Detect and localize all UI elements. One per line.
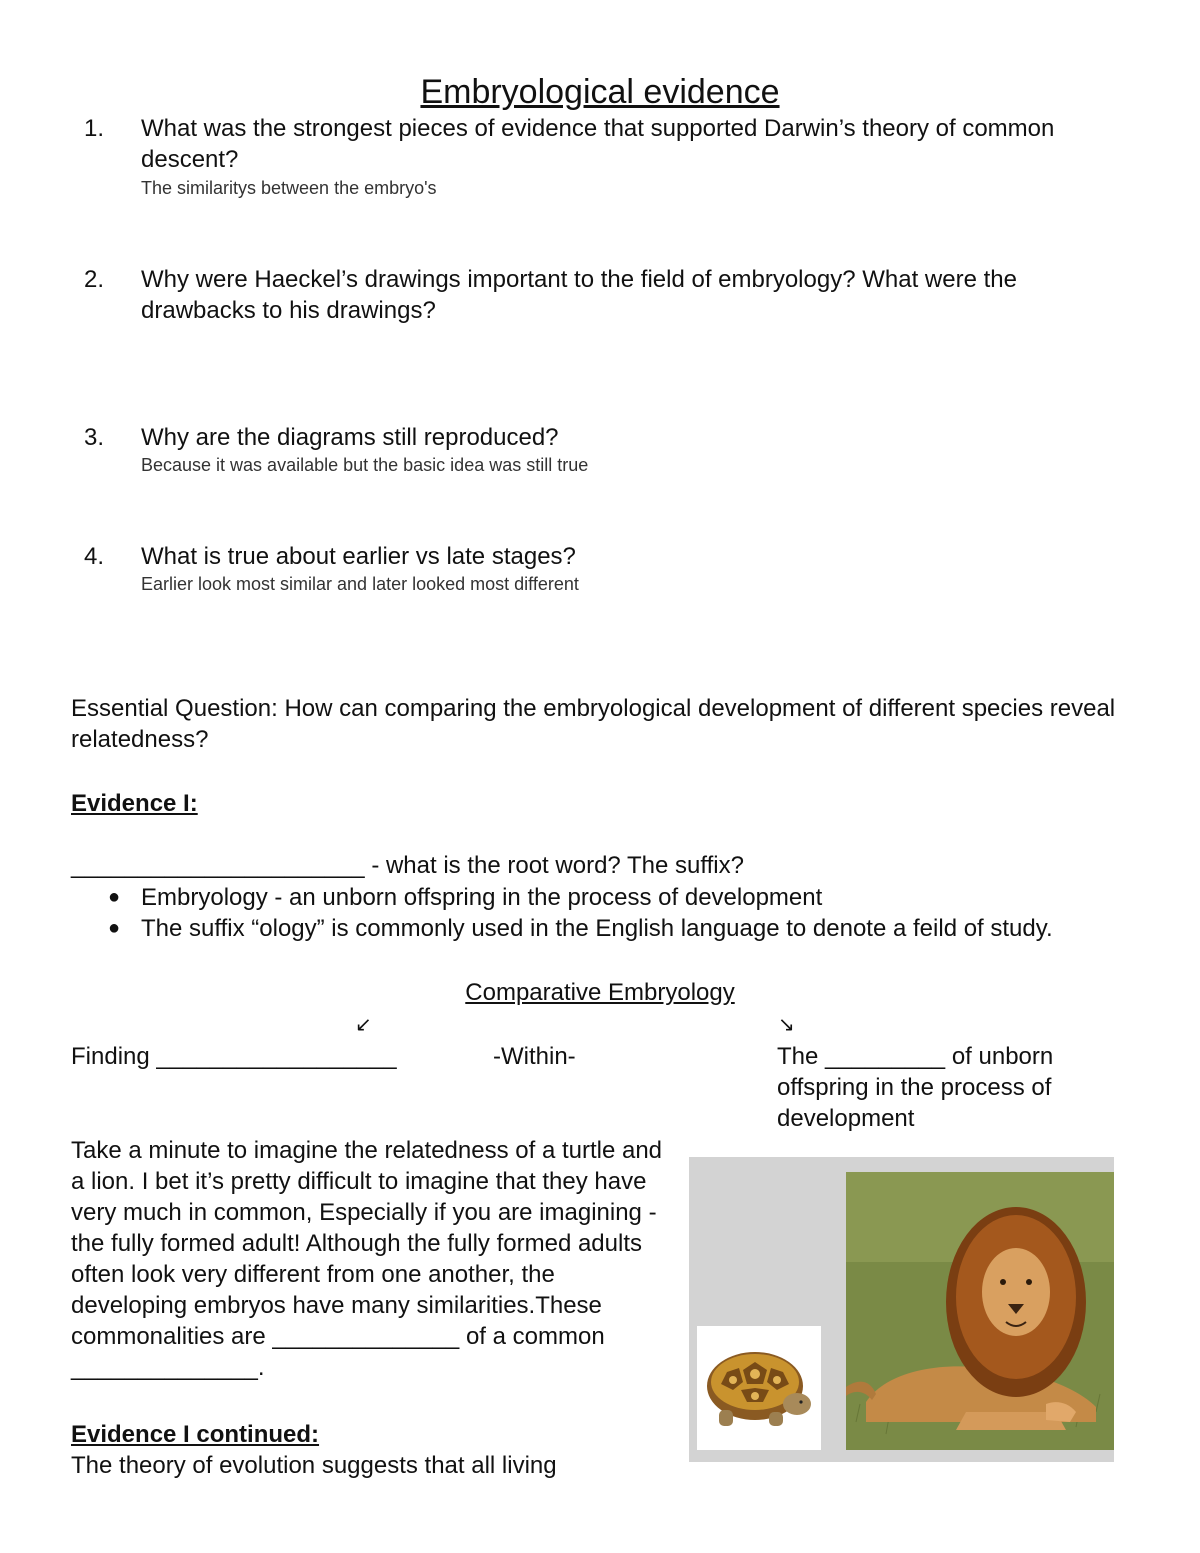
arrow-down-left: ↙ xyxy=(355,1014,372,1036)
turtle-photo xyxy=(697,1326,821,1450)
question-1-answer: The similaritys between the embryo's xyxy=(141,178,437,198)
arrow-down-right: ↘ xyxy=(778,1014,795,1036)
finding-line: Finding __________________ xyxy=(71,1043,397,1070)
bullet-1-marker: ● xyxy=(108,886,121,908)
bullet-1-text: Embryology - an unborn offspring in the process of development xyxy=(141,884,823,911)
question-2-number: 2. xyxy=(84,266,105,293)
question-1-text: What was the strongest pieces of evidence that supported Darwin’s theory of common descent? xyxy=(141,115,1055,173)
question-1-number: 1. xyxy=(84,115,105,142)
question-3-number: 3. xyxy=(84,424,105,451)
evidence-1-heading: Evidence I: xyxy=(71,790,198,817)
turtle-lion-paragraph: Take a minute to imagine the relatedness of a turtle and a lion. I bet it’s pretty difficult to imagine that they have very much in common, Especially if you are imagining - the fully formed adult! Although the fully formed adults often look very different from one another, the developing embryos have many similarities.These commonalities are ______________ of a common ______________. xyxy=(71,1137,663,1381)
bullet-2-marker: ● xyxy=(108,917,121,939)
the-blank-definition: The _________ of unborn offspring in the process of development xyxy=(777,1043,1054,1132)
last-line: The theory of evolution suggests that all living xyxy=(71,1452,557,1479)
evidence-1-continued-heading: Evidence I continued: xyxy=(71,1421,320,1448)
lion-photo xyxy=(846,1172,1114,1450)
essential-question: Essential Question: How can comparing the embryological development of different species reveal relatedness? xyxy=(71,695,1116,753)
question-4-answer: Earlier look most similar and later looked most different xyxy=(141,574,579,594)
question-4-number: 4. xyxy=(84,543,105,570)
page-title: Embryological evidence xyxy=(420,73,780,111)
question-2-text: Why were Haeckel’s drawings important to the field of embryology? What were the drawbacks to his drawings? xyxy=(141,266,1017,324)
turtle-illustration xyxy=(697,1326,821,1450)
question-3-answer: Because it was available but the basic idea was still true xyxy=(141,455,589,475)
lion-illustration xyxy=(846,1172,1114,1450)
question-4-text: What is true about earlier vs late stages? xyxy=(141,543,576,570)
bullet-2-text: The suffix “ology” is commonly used in the English language to denote a feild of study. xyxy=(141,915,1053,942)
within-label: -Within- xyxy=(493,1043,576,1070)
comparative-embryology-title: Comparative Embryology xyxy=(465,979,735,1006)
question-3-text: Why are the diagrams still reproduced? xyxy=(141,424,559,451)
root-word-line: ______________________ - what is the root word? The suffix? xyxy=(71,852,744,879)
